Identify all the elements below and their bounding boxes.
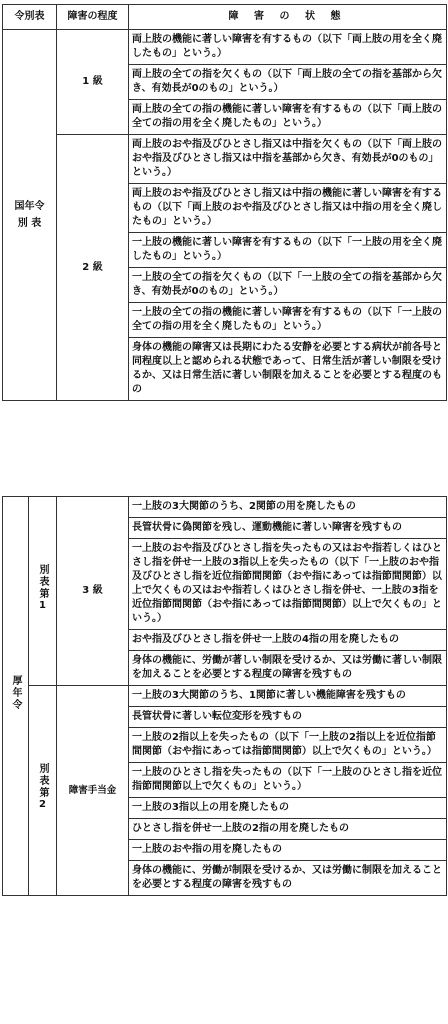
condition-cell: 一上肢の2指以上を失ったもの（以下「一上肢の2指以上を近位指節間関節（おや指にあっては指節間関節）以上で欠くもの」という。） — [129, 728, 447, 763]
condition-cell: 一上肢のおや指の用を廃したもの — [129, 840, 447, 861]
condition-cell: 両上肢の全ての指を欠くもの（以下「両上肢の全ての指を基部から欠き、有効長が0のもの」という。） — [129, 65, 447, 100]
grade-2: 2 級 — [57, 135, 129, 401]
grade-1: 1 級 — [57, 30, 129, 135]
condition-cell: 両上肢のおや指及びひとさし指又は中指を欠くもの（以下「両上肢のおや指及びひとさし指又は中指を基部から欠き、有効長が0のもの」という。） — [129, 135, 447, 184]
grade-allowance: 障害手当金 — [57, 686, 129, 896]
condition-cell: 長管状骨に著しい転位変形を残すもの — [129, 707, 447, 728]
grade-3: 3 級 — [57, 497, 129, 686]
sub-table-1 — [29, 497, 57, 686]
condition-cell: 両上肢の全ての指の機能に著しい障害を有するもの（以下「両上肢の全ての指の用を全く廃したもの」という。） — [129, 100, 447, 135]
law-kokunen — [3, 30, 57, 401]
table-row — [3, 135, 447, 184]
condition-cell: 一上肢の3大関節のうち、1関節に著しい機能障害を残すもの — [129, 686, 447, 707]
condition-cell: 両上肢の機能に著しい障害を有するもの（以下「両上肢の用を全く廃したもの」という。） — [129, 30, 447, 65]
law-kounen — [3, 497, 29, 896]
header-law: 令別表 — [3, 5, 57, 30]
condition-cell: 一上肢の全ての指を欠くもの（以下「一上肢の全ての指を基部から欠き、有効長が0のもの」という。） — [129, 268, 447, 303]
sub-table-1-label: 別表第1 — [37, 563, 48, 613]
header-grade: 障害の程度 — [57, 5, 129, 30]
condition-cell: 身体の機能の障害又は長期にわたる安静を必要とする病状が前各号と同程度以上と認められる状態であって、日常生活が著しい制限を受けるか、又は日常生活に著しい制限を加えることを必要とする程度のもの — [129, 338, 447, 401]
condition-cell: 一上肢のおや指及びひとさし指を失ったもの又はおや指若しくはひとさし指を併せ一上肢の3指以上を失ったもの（以下「一上肢のおや指及びひとさし指を近位指節間関節（おや指にあっては指節間関節）以上で欠くもの又はおや指若しくはひとさし指を併せ、一上肢の3指を近位指節間関節（おや指にあっては指節間関節）以上で欠くもの」という。） — [129, 539, 447, 630]
header-row — [3, 5, 447, 30]
condition-cell: 一上肢のひとさし指を失ったもの（以下「一上肢のひとさし指を近位指節間関節以上で欠くもの」という。） — [129, 763, 447, 798]
condition-cell: 一上肢の3指以上の用を廃したもの — [129, 798, 447, 819]
law-kounen-label: 厚年令 — [10, 675, 21, 711]
condition-cell: おや指及びひとさし指を併せ一上肢の4指の用を廃したもの — [129, 630, 447, 651]
table-row — [3, 497, 447, 518]
condition-cell: ひとさし指を併せ一上肢の2指の用を廃したもの — [129, 819, 447, 840]
law-kokunen-label: 国年令 別 表 — [14, 201, 45, 229]
condition-cell: 長管状骨に偽関節を残し、運動機能に著しい障害を残すもの — [129, 518, 447, 539]
condition-cell: 一上肢の3大関節のうち、2関節の用を廃したもの — [129, 497, 447, 518]
condition-cell: 両上肢のおや指及びひとさし指又は中指の機能に著しい障害を有するもの（以下「両上肢のおや指及びひとさし指又は中指の用を全く廃したもの」という。） — [129, 184, 447, 233]
condition-cell: 身体の機能に、労働が著しい制限を受けるか、又は労働に著しい制限を加えることを必要とする程度の障害を残すもの — [129, 651, 447, 686]
condition-cell: 一上肢の全ての指の機能に著しい障害を有するもの（以下「一上肢の全ての指の用を全く廃したもの」という。） — [129, 303, 447, 338]
header-condition: 障 害 の 状 態 — [129, 5, 447, 30]
condition-cell: 身体の機能に、労働が制限を受けるか、又は労働に制限を加えることを必要とする程度の障害を残すもの — [129, 861, 447, 896]
sub-table-2 — [29, 686, 57, 896]
table-row — [3, 30, 447, 65]
disability-criteria-table — [2, 4, 447, 401]
sub-table-2-label: 別表第2 — [37, 763, 48, 812]
disability-criteria-table-kounen — [2, 496, 447, 896]
table-row — [3, 686, 447, 707]
condition-cell: 一上肢の機能に著しい障害を有するもの（以下「一上肢の用を全く廃したもの」という。） — [129, 233, 447, 268]
